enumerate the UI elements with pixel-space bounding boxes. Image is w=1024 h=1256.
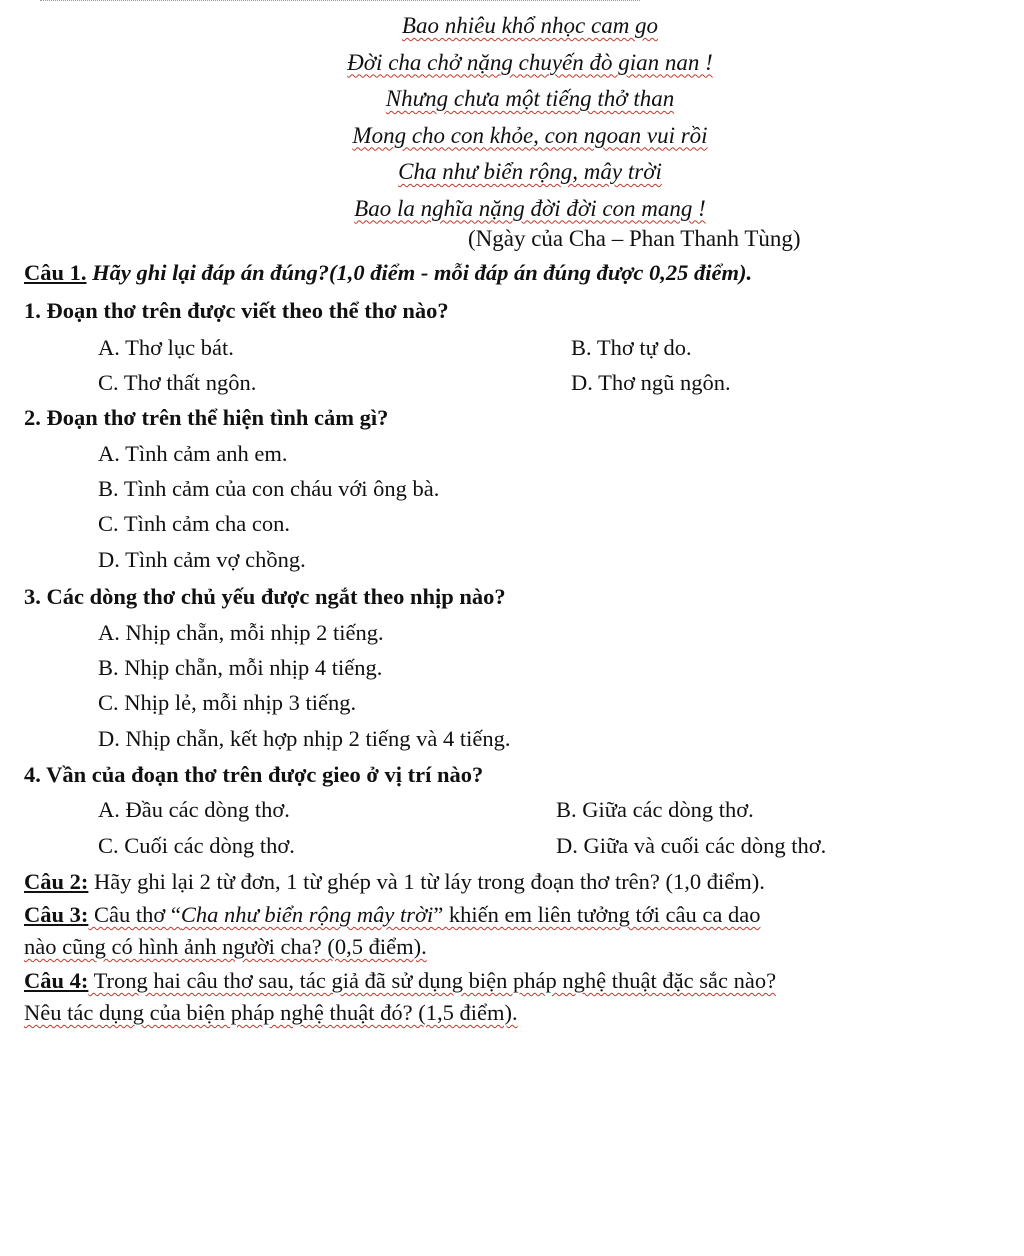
poem-line-text: Đời cha chở nặng chuyến đò gian nan ! [347,49,713,75]
cau3-quote: Cha như biển rộng mây trời [180,902,434,927]
q2-option-d-row [24,543,1010,577]
q1-option-b: B. Thơ tự do. [571,335,692,360]
poem-line [0,81,1024,118]
poem-line-text: Bao nhiêu khổ nhọc cam go [401,13,659,38]
q3-question: 3. Các dòng thơ chủ yếu được ngắt theo nhịp nào? [24,584,506,609]
q4-options-row2 [24,829,1010,863]
q1-option-a: A. Thơ lục bát. [98,335,234,360]
q4-option-b: B. Giữa các dòng thơ. [556,797,754,822]
poem-line [0,154,1024,191]
q3-option-b: B. Nhịp chẵn, mỗi nhịp 4 tiếng. [98,655,383,680]
cau4-line2-row [24,996,1010,1030]
q3-option-a: A. Nhịp chẵn, mỗi nhịp 2 tiếng. [98,620,384,645]
cau3-line2: nào cũng có hình ảnh người cha? (0,5 điểm). [24,934,427,959]
q3-option-d: D. Nhịp chẵn, kết hợp nhịp 2 tiếng và 4 tiếng. [98,726,511,751]
cau3-label: Câu 3: [24,902,89,927]
q2-option-c-row [24,507,1010,541]
cau4 [24,964,1010,998]
top-rule [40,0,640,4]
q2-option-c: C. Tình cảm cha con. [98,511,291,536]
q2-option-a: A. Tình cảm anh em. [98,441,288,466]
poem-line-text: Bao la nghĩa nặng đời đời con mang ! [354,195,706,221]
poem-line-text: Mong cho con khỏe, con ngoan vui rồi [352,122,708,148]
q4-option-d: D. Giữa và cuối các dòng thơ. [556,833,827,858]
q2-option-d: D. Tình cảm vợ chồng. [98,547,306,572]
q3-option-d-row [24,722,1010,756]
questions-section [24,256,1010,1256]
q3-option-c: C. Nhịp lẻ, mỗi nhịp 3 tiếng. [98,690,357,715]
q3-option-b-row [24,651,1010,685]
cau4-label: Câu 4: [24,968,89,993]
cau2-label: Câu 2: [24,869,89,894]
cau3-post: ” khiến em liên tưởng tới câu ca dao [433,902,761,927]
cau1-instruction: Hãy ghi lại đáp án đúng?(1,0 điểm - mỗi đáp án đúng được 0,25 điểm). [86,260,753,285]
q3-option-c-row [24,686,1010,720]
cau2-text: Hãy ghi lại 2 từ đơn, 1 từ ghép và 1 từ láy trong đoạn thơ trên? (1,0 điểm). [88,869,765,894]
q1-question: 1. Đoạn thơ trên được viết theo thể thơ nào? [24,298,449,323]
poem-source: (Ngày của Cha – Phan Thanh Tùng) [468,226,801,251]
q2-option-b-row [24,472,1010,506]
q1-options-row1 [24,331,1010,365]
poem-line [0,191,1024,228]
poem [0,8,1024,227]
q2-option-b: B. Tình cảm của con cháu với ông bà. [98,476,440,501]
q4-option-a: A. Đầu các dòng thơ. [98,797,290,822]
poem-line [0,118,1024,155]
cau4-text: Trong hai câu thơ sau, tác giả đã sử dụng biện pháp nghệ thuật đặc sắc nào? [88,968,777,993]
q1-option-c: C. Thơ thất ngôn. [98,370,257,395]
q4-question: 4. Vần của đoạn thơ trên được gieo ở vị trí nào? [24,762,484,787]
cau1-heading [24,256,1010,290]
q2-option-a-row [24,437,1010,471]
poem-line-text: Cha như biển rộng, mây trời [398,159,662,184]
poem-line-text: Nhưng chưa một tiếng thở than [385,86,675,111]
q3-option-a-row [24,616,1010,650]
cau1-label: Câu 1. [24,260,87,285]
poem-line [0,45,1024,82]
cau2 [24,865,1010,899]
cau3-pre: Câu thơ “ [88,902,181,927]
q1-option-d: D. Thơ ngũ ngôn. [571,370,731,395]
cau4-line2: Nêu tác dụng của biện pháp nghệ thuật đó? (1,5 điểm). [24,1000,518,1025]
cau3 [24,898,1010,932]
q1-options-row2 [24,366,1010,400]
poem-line [0,8,1024,45]
q4-options-row1 [24,793,1010,827]
cau3-line2-row [24,930,1010,964]
q2-question: 2. Đoạn thơ trên thể hiện tình cảm gì? [24,405,389,430]
q4-option-c: C. Cuối các dòng thơ. [98,833,295,858]
